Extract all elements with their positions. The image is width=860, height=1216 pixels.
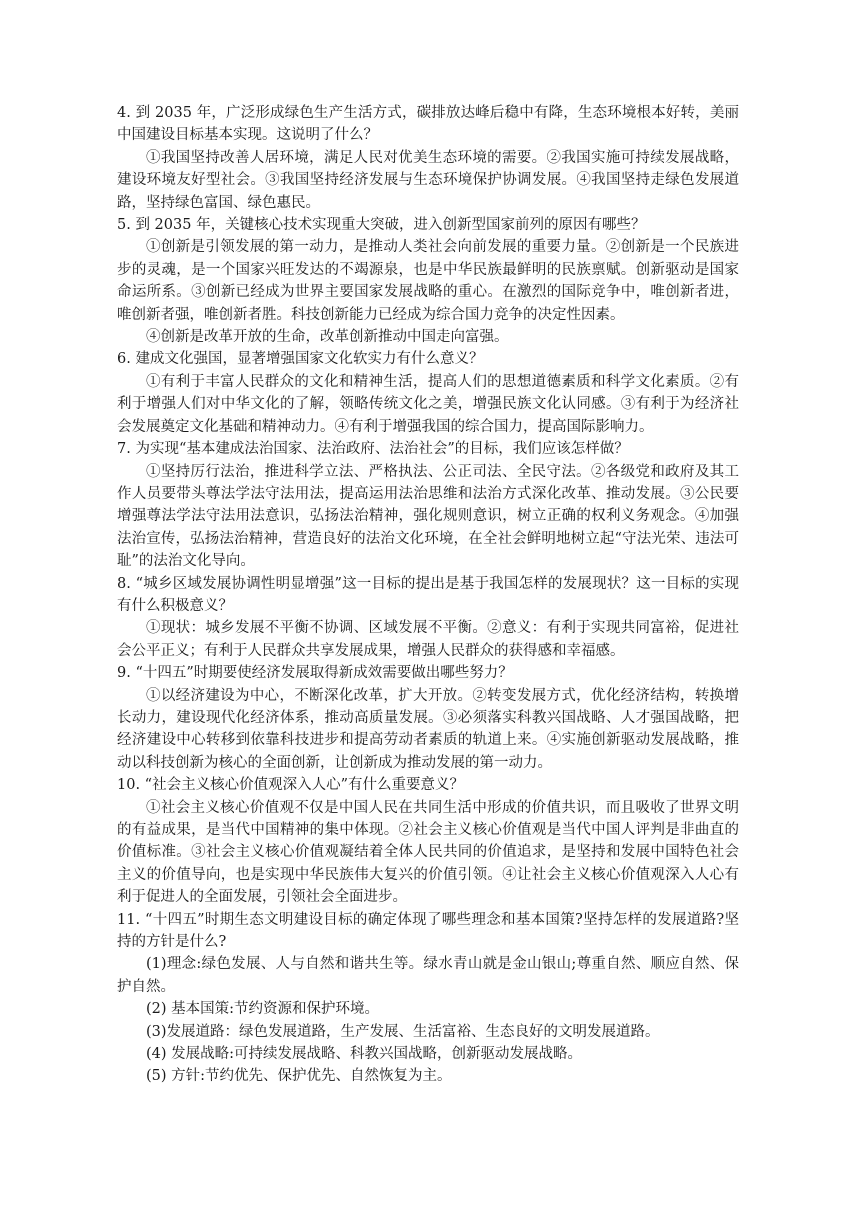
answer-11-part-3: (3)发展道路：绿色发展道路，生产发展、生活富裕、生态良好的文明发展道路。	[146, 1023, 660, 1040]
answer-8: ①现状：城乡发展不平衡不协调、区域发展不平衡。②意义：有利于实现共同富裕，促进社会公平正义；有利于人民群众共享发展成果，增强人民群众的获得感和幸福感。	[117, 620, 739, 659]
answer-11-part-4: (4) 发展战略:可持续发展战略、科教兴国战略，创新驱动发展战略。	[146, 1046, 583, 1063]
answer-7: ①坚持厉行法治，推进科学立法、严格执法、公正司法、全民守法。②各级党和政府及其工作人员要带头尊法学法守法用法，提高运用法治思维和法治方式深化改革、推动发展。③公民要增强尊法学法守法用法意识，弘扬法治精神，强化规则意识，树立正确的权利义务观念。④加强法治宣传，弘扬法治精神，营造良好的法治文化环境，在全社会鲜明地树立起“守法光荣、违法可耻”的法治文化导向。	[117, 463, 739, 570]
answer-5-continued: ④创新是改革开放的生命，改革创新推动中国走向富强。	[146, 329, 509, 346]
document-body	[117, 102, 739, 1088]
answer-4: ①我国坚持改善人居环境，满足人民对优美生态环境的需要。②我国实施可持续发展战略，建设环境友好型社会。③我国坚持经济发展与生态环境保护协调发展。④我国坚持走绿色发展道路，坚持绿色富国、绿色惠民。	[117, 149, 739, 211]
answer-6: ①有利于丰富人民群众的文化和精神生活，提高人们的思想道德素质和科学文化素质。②有利于增强人们对中华文化的了解，领略传统文化之美，增强民族文化认同感。③有利于为经济社会发展奠定文化基础和精神动力。④有利于增强我国的综合国力，提高国际影响力。	[117, 373, 739, 435]
answer-11-part-1: (1)理念:绿色发展、人与自然和谐共生等。绿水青山就是金山银山;尊重自然、顺应自然、保护自然。	[117, 956, 739, 995]
question-10: 10. “社会主义核心价值观深入人心”有什么重要意义？	[117, 777, 464, 794]
question-5: 5. 到 2035 年，关键核心技术实现重大突破，进入创新型国家前列的原因有哪些？	[117, 217, 646, 234]
answer-10: ①社会主义核心价值观不仅是中国人民在共同生活中形成的价值共识，而且吸收了世界文明的有益成果，是当代中国精神的集中体现。②社会主义核心价值观是当代中国人评判是非曲直的价值标准。③社会主义核心价值观凝结着全体人民共同的价值追求，是坚持和发展中国特色社会主义的价值导向，也是实现中华民族伟大复兴的价值引领。④让社会主义核心价值观深入人心有利于促进人的全面发展，引领社会全面进步。	[117, 799, 739, 906]
question-8: 8. “城乡区域发展协调性明显增强”这一目标的提出是基于我国怎样的发展现状？这一目标的实现有什么积极意义？	[117, 575, 739, 614]
answer-9: ①以经济建设为中心，不断深化改革，扩大开放。②转变发展方式，优化经济结构，转换增长动力，建设现代化经济体系，推动高质量发展。③必须落实科教兴国战略、人才强国战略，把经济建设中心转移到依靠科技进步和提高劳动者素质的轨道上来。④实施创新驱动发展战略，推动以科技创新为核心的全面创新，让创新成为推动发展的第一动力。	[117, 687, 739, 771]
answer-11-part-5: (5) 方针:节约优先、保护优先、自然恢复为主。	[146, 1068, 452, 1085]
question-9: 9. “十四五”时期要使经济发展取得新成效需要做出哪些努力？	[117, 665, 513, 682]
question-11: 11. “十四五”时期生态文明建设目标的确定体现了哪些理念和基本国策?坚持怎样的发展道路?坚持的方针是什么?	[117, 911, 739, 951]
answer-5: ①创新是引领发展的第一动力，是推动人类社会向前发展的重要力量。②创新是一个民族进步的灵魂，是一个国家兴旺发达的不竭源泉，也是中华民族最鲜明的民族禀赋。创新驱动是国家命运所系。③创新已经成为世界主要国家发展战略的重心。在激烈的国际竞争中，唯创新者进，唯创新者强，唯创新者胜。科技创新能力已经成为综合国力竞争的决定性因素。	[117, 239, 739, 323]
question-7: 7. 为实现“基本建成法治国家、法治政府、法治社会”的目标，我们应该怎样做？	[117, 441, 629, 458]
answer-11-part-2: (2) 基本国策:节约资源和保护环境。	[146, 1001, 380, 1018]
question-6: 6. 建成文化强国，显著增强国家文化软实力有什么意义？	[117, 351, 484, 368]
question-4: 4. 到 2035 年，广泛形成绿色生产生活方式，碳排放达峰后稳中有降，生态环境根本好转，美丽中国建设目标基本实现。这说明了什么？	[117, 105, 739, 144]
